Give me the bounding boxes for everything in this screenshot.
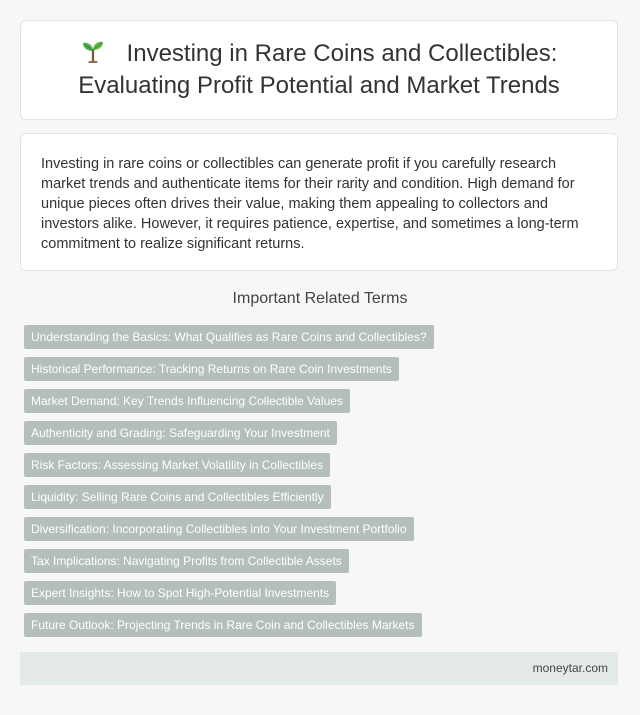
page-title-text: Investing in Rare Coins and Collectibles: Evaluating Profit Potential and Market Trends <box>78 40 560 99</box>
page-title <box>59 38 579 102</box>
related-term-tag[interactable]: Diversification: Incorporating Collectibles into Your Investment Portfolio <box>24 517 414 541</box>
related-term <box>24 453 434 477</box>
related-term <box>24 325 434 349</box>
footer <box>20 652 618 685</box>
related-term <box>24 485 434 509</box>
related-term <box>24 389 434 413</box>
related-terms-heading: Important Related Terms <box>232 290 408 307</box>
related-term-tag[interactable]: Future Outlook: Projecting Trends in Rare Coin and Collectibles Markets <box>24 613 422 637</box>
related-term <box>24 581 434 605</box>
related-term <box>24 517 434 541</box>
related-terms-list <box>24 325 434 645</box>
footer-site-link[interactable]: moneytar.com <box>532 661 608 675</box>
related-term <box>24 357 434 381</box>
related-term <box>24 421 434 445</box>
related-term-tag[interactable]: Tax Implications: Navigating Profits from Collectible Assets <box>24 549 349 573</box>
sprout-icon <box>81 39 105 63</box>
related-term-tag[interactable]: Liquidity: Selling Rare Coins and Collectibles Efficiently <box>24 485 331 509</box>
related-term-tag[interactable]: Expert Insights: How to Spot High-Potential Investments <box>24 581 336 605</box>
title-card <box>20 20 618 120</box>
related-term-tag[interactable]: Understanding the Basics: What Qualifies as Rare Coins and Collectibles? <box>24 325 434 349</box>
intro-card <box>20 133 618 271</box>
related-term-tag[interactable]: Risk Factors: Assessing Market Volatility in Collectibles <box>24 453 330 477</box>
related-term-tag[interactable]: Authenticity and Grading: Safeguarding Your Investment <box>24 421 337 445</box>
intro-text: Investing in rare coins or collectibles can generate profit if you carefully research market trends and authenticate items for their rarity and condition. High demand for unique pieces often drives their value, making them appealing to collectors and investors alike. However, it requires patience, expertise, and sometimes a long-term commitment to realize significant returns. <box>41 156 579 252</box>
related-term <box>24 549 434 573</box>
related-term <box>24 613 434 637</box>
related-term-tag[interactable]: Market Demand: Key Trends Influencing Collectible Values <box>24 389 350 413</box>
related-term-tag[interactable]: Historical Performance: Tracking Returns on Rare Coin Investments <box>24 357 399 381</box>
